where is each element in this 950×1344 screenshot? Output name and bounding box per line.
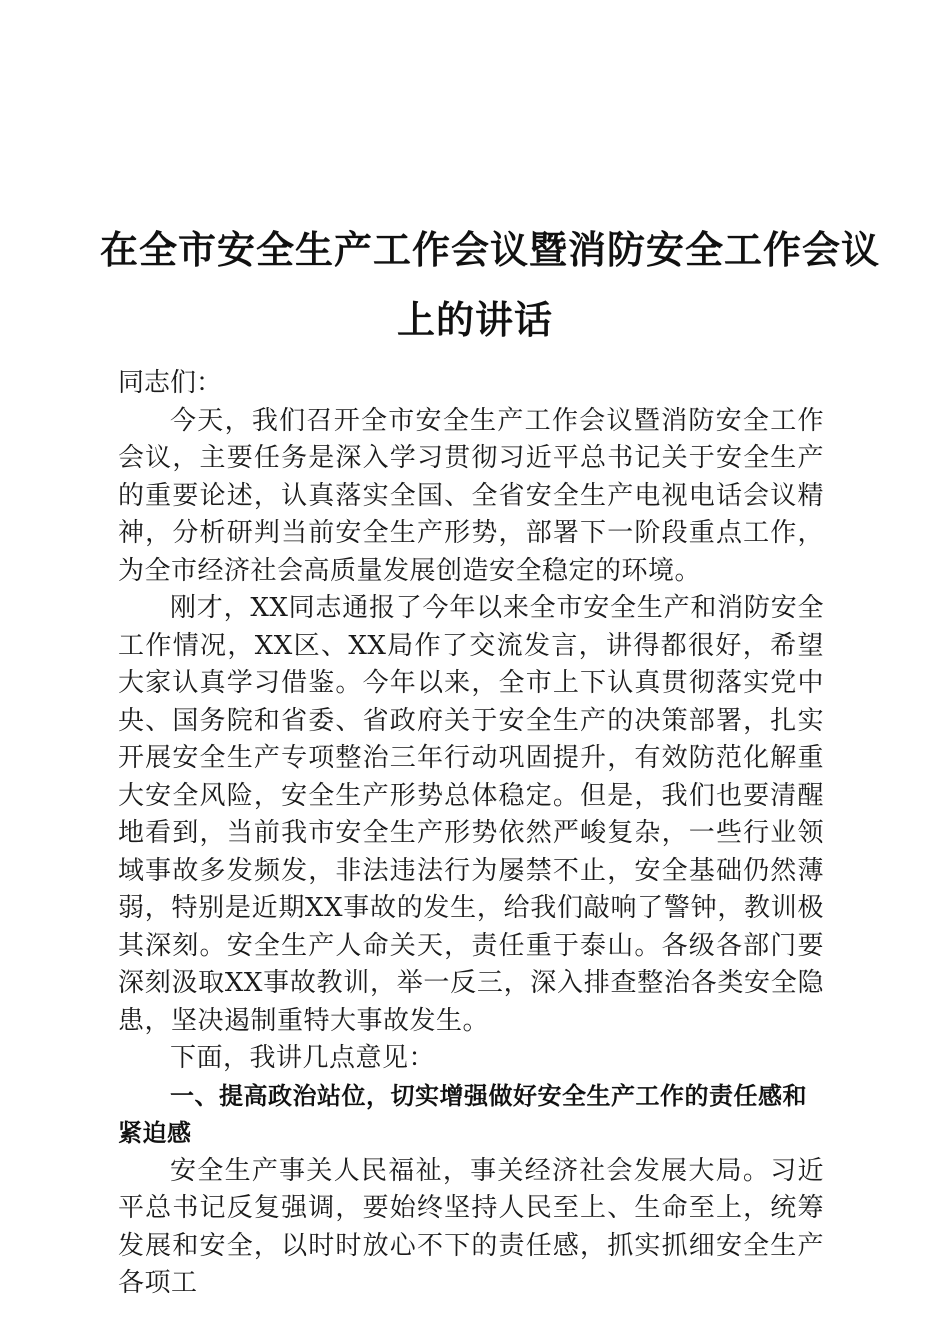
salutation: 同志们： (118, 368, 223, 398)
section-heading-1: 一、提高政治站位，切实增强做好安全生产工作的责任感和紧迫感 (118, 1081, 807, 1147)
document-title-line-2: 上的讲话 (396, 297, 553, 343)
document-body (118, 365, 824, 1303)
document-title-line-1: 在全市安全生产工作会议暨消防安全工作会议 (100, 227, 881, 273)
paragraph-situation: 刚才，XX同志通报了今年以来全市安全生产和消防安全工作情况，XX区、XX局作了交流发言，讲得都很好，希望大家认真学习借鉴。今年以来，全市上下认真贯彻落实党中央、国务院和省委、省政府关于安全生产的决策部署，扎实开展安全生产专项整治三年行动巩固提升，有效防范化解重大安全风险，安全生产形势总体稳定。但是，我们也要清醒地看到，当前我市安全生产形势依然严峻复杂，一些行业领域事故多发频发，非法违法行为屡禁不止，安全基础仍然薄弱，特别是近期XX事故的发生，给我们敲响了警钟，教训极其深刻。安全生产人命关天，责任重于泰山。各级各部门要深刻汲取XX事故教训，举一反三，深入排查整治各类安全隐患，坚决遏制重特大事故发生。 (118, 593, 824, 1036)
document-title (100, 215, 881, 355)
paragraph-transition: 下面，我讲几点意见： (170, 1043, 436, 1073)
paragraph-section-1: 安全生产事关人民福祉，事关经济社会发展大局。习近平总书记反复强调，要始终坚持人民至上、生命至上，统筹发展和安全，以时时放心不下的责任感，抓实抓细安全生产各项工 (118, 1155, 824, 1298)
paragraph-opening: 今天，我们召开全市安全生产工作会议暨消防安全工作会议，主要任务是深入学习贯彻习近平总书记关于安全生产的重要论述，认真落实全国、全省安全生产电视电话会议精神，分析研判当前安全生产形势，部署下一阶段重点工作，为全市经济社会高质量发展创造安全稳定的环境。 (118, 405, 824, 586)
